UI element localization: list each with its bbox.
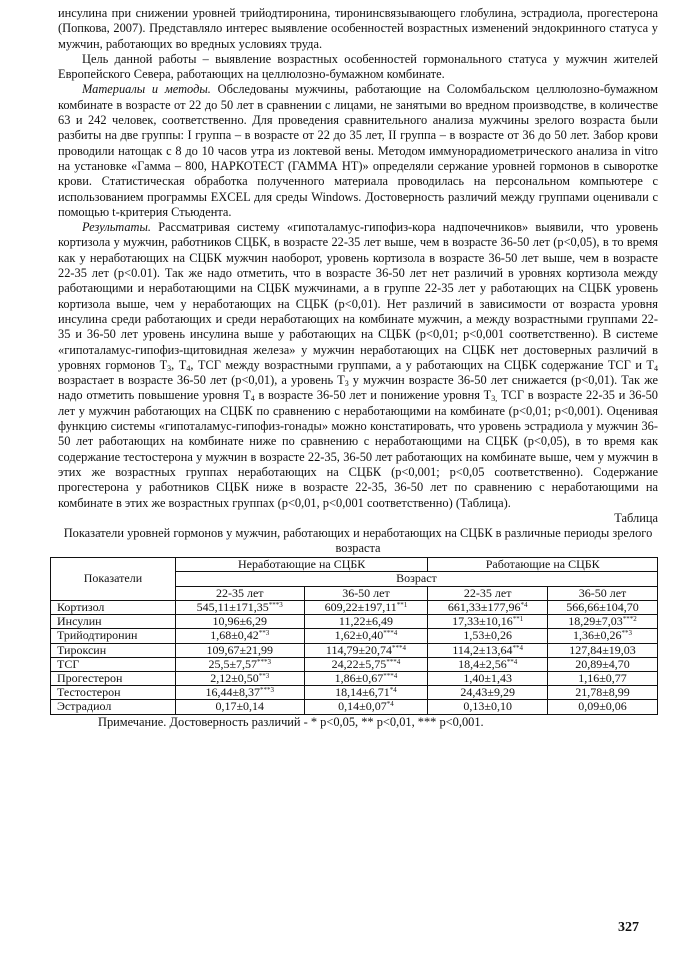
table-row <box>51 686 658 700</box>
significance-mark: *4 <box>520 600 528 609</box>
significance-mark: **3 <box>258 629 270 638</box>
table-row <box>51 629 658 643</box>
table-cell <box>428 686 548 700</box>
hormone-table <box>50 557 658 714</box>
cell-value: 16,44±8,37 <box>205 685 261 700</box>
results-heading: Результаты. <box>82 220 151 235</box>
table-cell <box>175 686 304 700</box>
cell-value: 11,22±6,49 <box>338 614 394 629</box>
table-cell <box>548 600 658 614</box>
cell-value: 25,5±7,57 <box>208 656 258 671</box>
significance-mark: **3 <box>258 671 270 680</box>
significance-mark: **1 <box>396 600 408 609</box>
cell-value: 0,13±0,10 <box>463 699 512 714</box>
table-cell <box>304 643 428 657</box>
col-header-age: Возраст <box>175 572 657 586</box>
row-label: ТСГ <box>51 657 176 671</box>
table-row <box>51 600 658 614</box>
col-header-age-group: 22-35 лет <box>175 586 304 600</box>
cell-value: 114,79±20,74 <box>325 642 393 657</box>
table-cell <box>304 629 428 643</box>
row-label: Эстрадиол <box>51 700 176 714</box>
table-note: Примечание. Достоверность различий - * p<0,05, ** p<0,01, *** p<0,001. <box>98 714 484 729</box>
col-header-nonworking: Неработающие на СЦБК <box>175 558 427 572</box>
cell-value: 21,78±8,99 <box>575 685 630 700</box>
table-cell <box>304 600 428 614</box>
table-cell <box>428 671 548 685</box>
significance-mark: **1 <box>512 615 524 624</box>
table-cell <box>548 629 658 643</box>
table-cell <box>428 615 548 629</box>
table-row <box>51 700 658 714</box>
significance-mark: *4 <box>389 686 397 695</box>
significance-mark: ***3 <box>257 657 272 666</box>
table-cell <box>428 700 548 714</box>
table-cell <box>304 700 428 714</box>
row-label: Трийодтиронин <box>51 629 176 643</box>
significance-mark: ***3 <box>260 686 275 695</box>
significance-mark: ***3 <box>268 600 283 609</box>
cell-value: 1,40±1,43 <box>463 670 512 685</box>
cell-value: 0,09±0,06 <box>578 699 627 714</box>
table-cell <box>428 657 548 671</box>
row-label: Прогестерон <box>51 671 176 685</box>
cell-value: 1,16±0,77 <box>578 670 627 685</box>
table-cell <box>548 700 658 714</box>
col-header-working: Работающие на СЦБК <box>428 558 658 572</box>
table-row <box>51 671 658 685</box>
col-header-indicators: Показатели <box>51 558 176 601</box>
cell-value: 17,33±10,16 <box>452 614 513 629</box>
table-cell <box>175 671 304 685</box>
col-header-age-group: 36-50 лет <box>548 586 658 600</box>
cell-value: 1,36±0,26 <box>572 628 622 643</box>
table-cell <box>304 686 428 700</box>
cell-value: 18,4±2,56 <box>458 656 507 671</box>
cell-value: 566,66±104,70 <box>566 599 639 614</box>
cell-value: 1,68±0,42 <box>210 628 259 643</box>
article-text <box>58 6 658 730</box>
table-row <box>51 615 658 629</box>
table-cell <box>175 643 304 657</box>
table-cell <box>175 600 304 614</box>
cell-value: 1,62±0,40 <box>334 628 384 643</box>
table-cell <box>428 629 548 643</box>
table-cell <box>548 657 658 671</box>
row-label: Тестостерон <box>51 686 176 700</box>
significance-mark: **4 <box>512 643 524 652</box>
table-cell <box>175 700 304 714</box>
table-cell <box>548 686 658 700</box>
table-title: Показатели уровней гормонов у мужчин, работающих и неработающих на СЦБК в различные периоды зрелого возраста <box>63 526 653 555</box>
table-cell <box>304 657 428 671</box>
table-cell <box>428 643 548 657</box>
results-paragraph: Результаты. Рассматривая систему «гипоталамус-гипофиз-кора надпочечников» выявили, что уровень кортизола у мужчин, работников СЦБК, в возрасте 22-35 лет выше, чем в возрасте 36-50 лет (p<0,05), в то время как у неработающих на СЦБК мужчин наоборот, уровень кортизола в возрасте 36-50 лет выше, чем в возрасте 22-35 лет (p<0.01). Так же надо отметить, что в возрасте 36-50 лет нет различий в уровнях кортизола между работающими и неработающими на СЦБК мужчинами, а в группе 22-35 лет у работающих на СЦБК уровень кортизола выше, чем у неработающих на СЦБК (p<0,01). Нет различий в зависимости от возраста уровня инсулина среди работающих и среди неработающих на комбинате мужчин, а между возрастными группами 22-35 и 36-50 лет уровень инсулина выше у работающих на СЦБК (p<0,01; p<0,001 соответственно). В системе «гипоталамус-гипофиз-щитовидная железа» у мужчин неработающих на СЦБК нет достоверных различий в уровнях гормонов $Т_3$, $Т_4$, ТСГ между возрастными группами, а у работающих на СЦБК содержание ТСГ и $Т_4$ возрастает в возрасте 36-50 лет (p<0,01), а уровень $Т_3$ у мужчин возрасте 36-50 лет снижается (p<0,01). Так же надо отметить повышение уровня $Т_4$ в возрасте 36-50 лет и понижение уровня $Т_{3,}$ ТСГ в возрасте 22-35 и 36-50 лет у мужчин работающих на СЦБК по сравнению с неработающими на комбинате (p<0,01; p<0,001). Оценивая функцию системы «гипоталамус-гипофиз-гонады» можно констатировать, что уровень эстрадиола у мужчин 36-50 лет работающих на комбинате ниже по сравнению с неработающими на СЦБК (p<0,05), в то время как содержание тестостерона у мужчин в возрасте 22-35, 36-50 лет работающих на комбинате выше, чем у мужчин в этих же возрастных группах неработающих на СЦБК (p<0,001; p<0,05 соответственно). Содержание прогестерона у работников СЦБК ниже в возрасте 22-35, 36-50 лет по сравнению с неработающими на комбинате в этих же возрастных группах (p<0,01, p<0,001 соответственно) (Таблица). <box>58 220 658 510</box>
table-row <box>51 657 658 671</box>
cell-value: 18,29±7,03 <box>568 614 623 629</box>
aim-paragraph: Цель данной работы – выявление возрастных особенностей гормонального статуса у мужчин жителей Европейского Севера, работающих на целлюлозно-бумажном комбинате. <box>58 51 658 82</box>
cell-value: 661,33±177,96 <box>447 599 521 614</box>
significance-mark: *4 <box>386 700 394 709</box>
col-header-age-group: 36-50 лет <box>304 586 428 600</box>
cell-value: 24,22±5,75 <box>331 656 387 671</box>
significance-mark: ***4 <box>392 643 407 652</box>
methods-paragraph: Материалы и методы. Обследованы мужчины, работающие на Соломбальском целлюлозно-бумажном комбинате в возрасте от 22 до 50 лет в сравнении с лицами, не занятыми во вредном производстве, в количестве 63 и 242 человек, соответственно. Для проведения сравнительного анализа мужчины зрелого возраста были разбиты на две группы: I группа – в возрасте от 22 до 35 лет, II группа – в возрасте от 36 до 50 лет. Забор крови проводили натощак с 8 до 10 часов утра из локтевой вены. Методом иммунорадиометрического анализа in vitro на установке «Гамма – 800, НАРКОТЕСТ (ГАММА НТ)» определяли сержание уровней гормонов в сыворотке крови. Статистическая обработка полученного материала проводилась на персональном компьютере с использованием программы EXCEL для среды Windows. Достоверность различий между группами оценивали с помощью t-критерия Стьюдента. <box>58 82 658 219</box>
col-header-age-group: 22-35 лет <box>428 586 548 600</box>
row-label: Инсулин <box>51 615 176 629</box>
intro-continuation: инсулина при снижении уровней трийодтиронина, тиронинсвязывающего глобулина, эстрадиола, прогестерона (Попкова, 2007). Представляло интерес выявление особенностей возрастных изменений эндокринного статуса у мужчин, работающих во вредных условиях труда. <box>58 6 658 51</box>
table-cell <box>428 600 548 614</box>
row-label: Кортизол <box>51 600 176 614</box>
table-cell <box>175 629 304 643</box>
significance-mark: ***4 <box>383 629 398 638</box>
significance-mark: ***2 <box>622 615 637 624</box>
significance-mark: ***4 <box>383 671 398 680</box>
table-cell <box>304 671 428 685</box>
table-cell <box>175 657 304 671</box>
significance-mark: **4 <box>506 657 518 666</box>
cell-value: 545,11±171,35 <box>196 599 269 614</box>
cell-value: 20,89±4,70 <box>575 656 630 671</box>
table-label: Таблица <box>614 510 658 525</box>
table-cell <box>304 615 428 629</box>
table-cell <box>548 615 658 629</box>
cell-value: 1,86±0,67 <box>334 670 384 685</box>
table-cell <box>548 643 658 657</box>
cell-value: 2,12±0,50 <box>210 670 259 685</box>
significance-mark: **3 <box>621 629 633 638</box>
methods-heading: Материалы и методы. <box>82 82 211 97</box>
table-cell <box>548 671 658 685</box>
cell-value: 0,17±0,14 <box>215 699 265 714</box>
cell-value: 114,2±13,64 <box>452 642 513 657</box>
table-cell <box>175 615 304 629</box>
cell-value: 10,96±6,29 <box>212 614 268 629</box>
cell-value: 109,67±21,99 <box>206 642 274 657</box>
cell-value: 609,22±197,11 <box>324 599 397 614</box>
cell-value: 18,14±6,71 <box>335 685 390 700</box>
page-number: 327 <box>618 920 639 935</box>
significance-mark: ***4 <box>386 657 401 666</box>
cell-value: 24,43±9,29 <box>460 685 515 700</box>
cell-value: 0,14±0,07 <box>338 699 387 714</box>
cell-value: 1,53±0,26 <box>463 628 512 643</box>
row-label: Тироксин <box>51 643 176 657</box>
cell-value: 127,84±19,03 <box>569 642 636 657</box>
table-row <box>51 643 658 657</box>
